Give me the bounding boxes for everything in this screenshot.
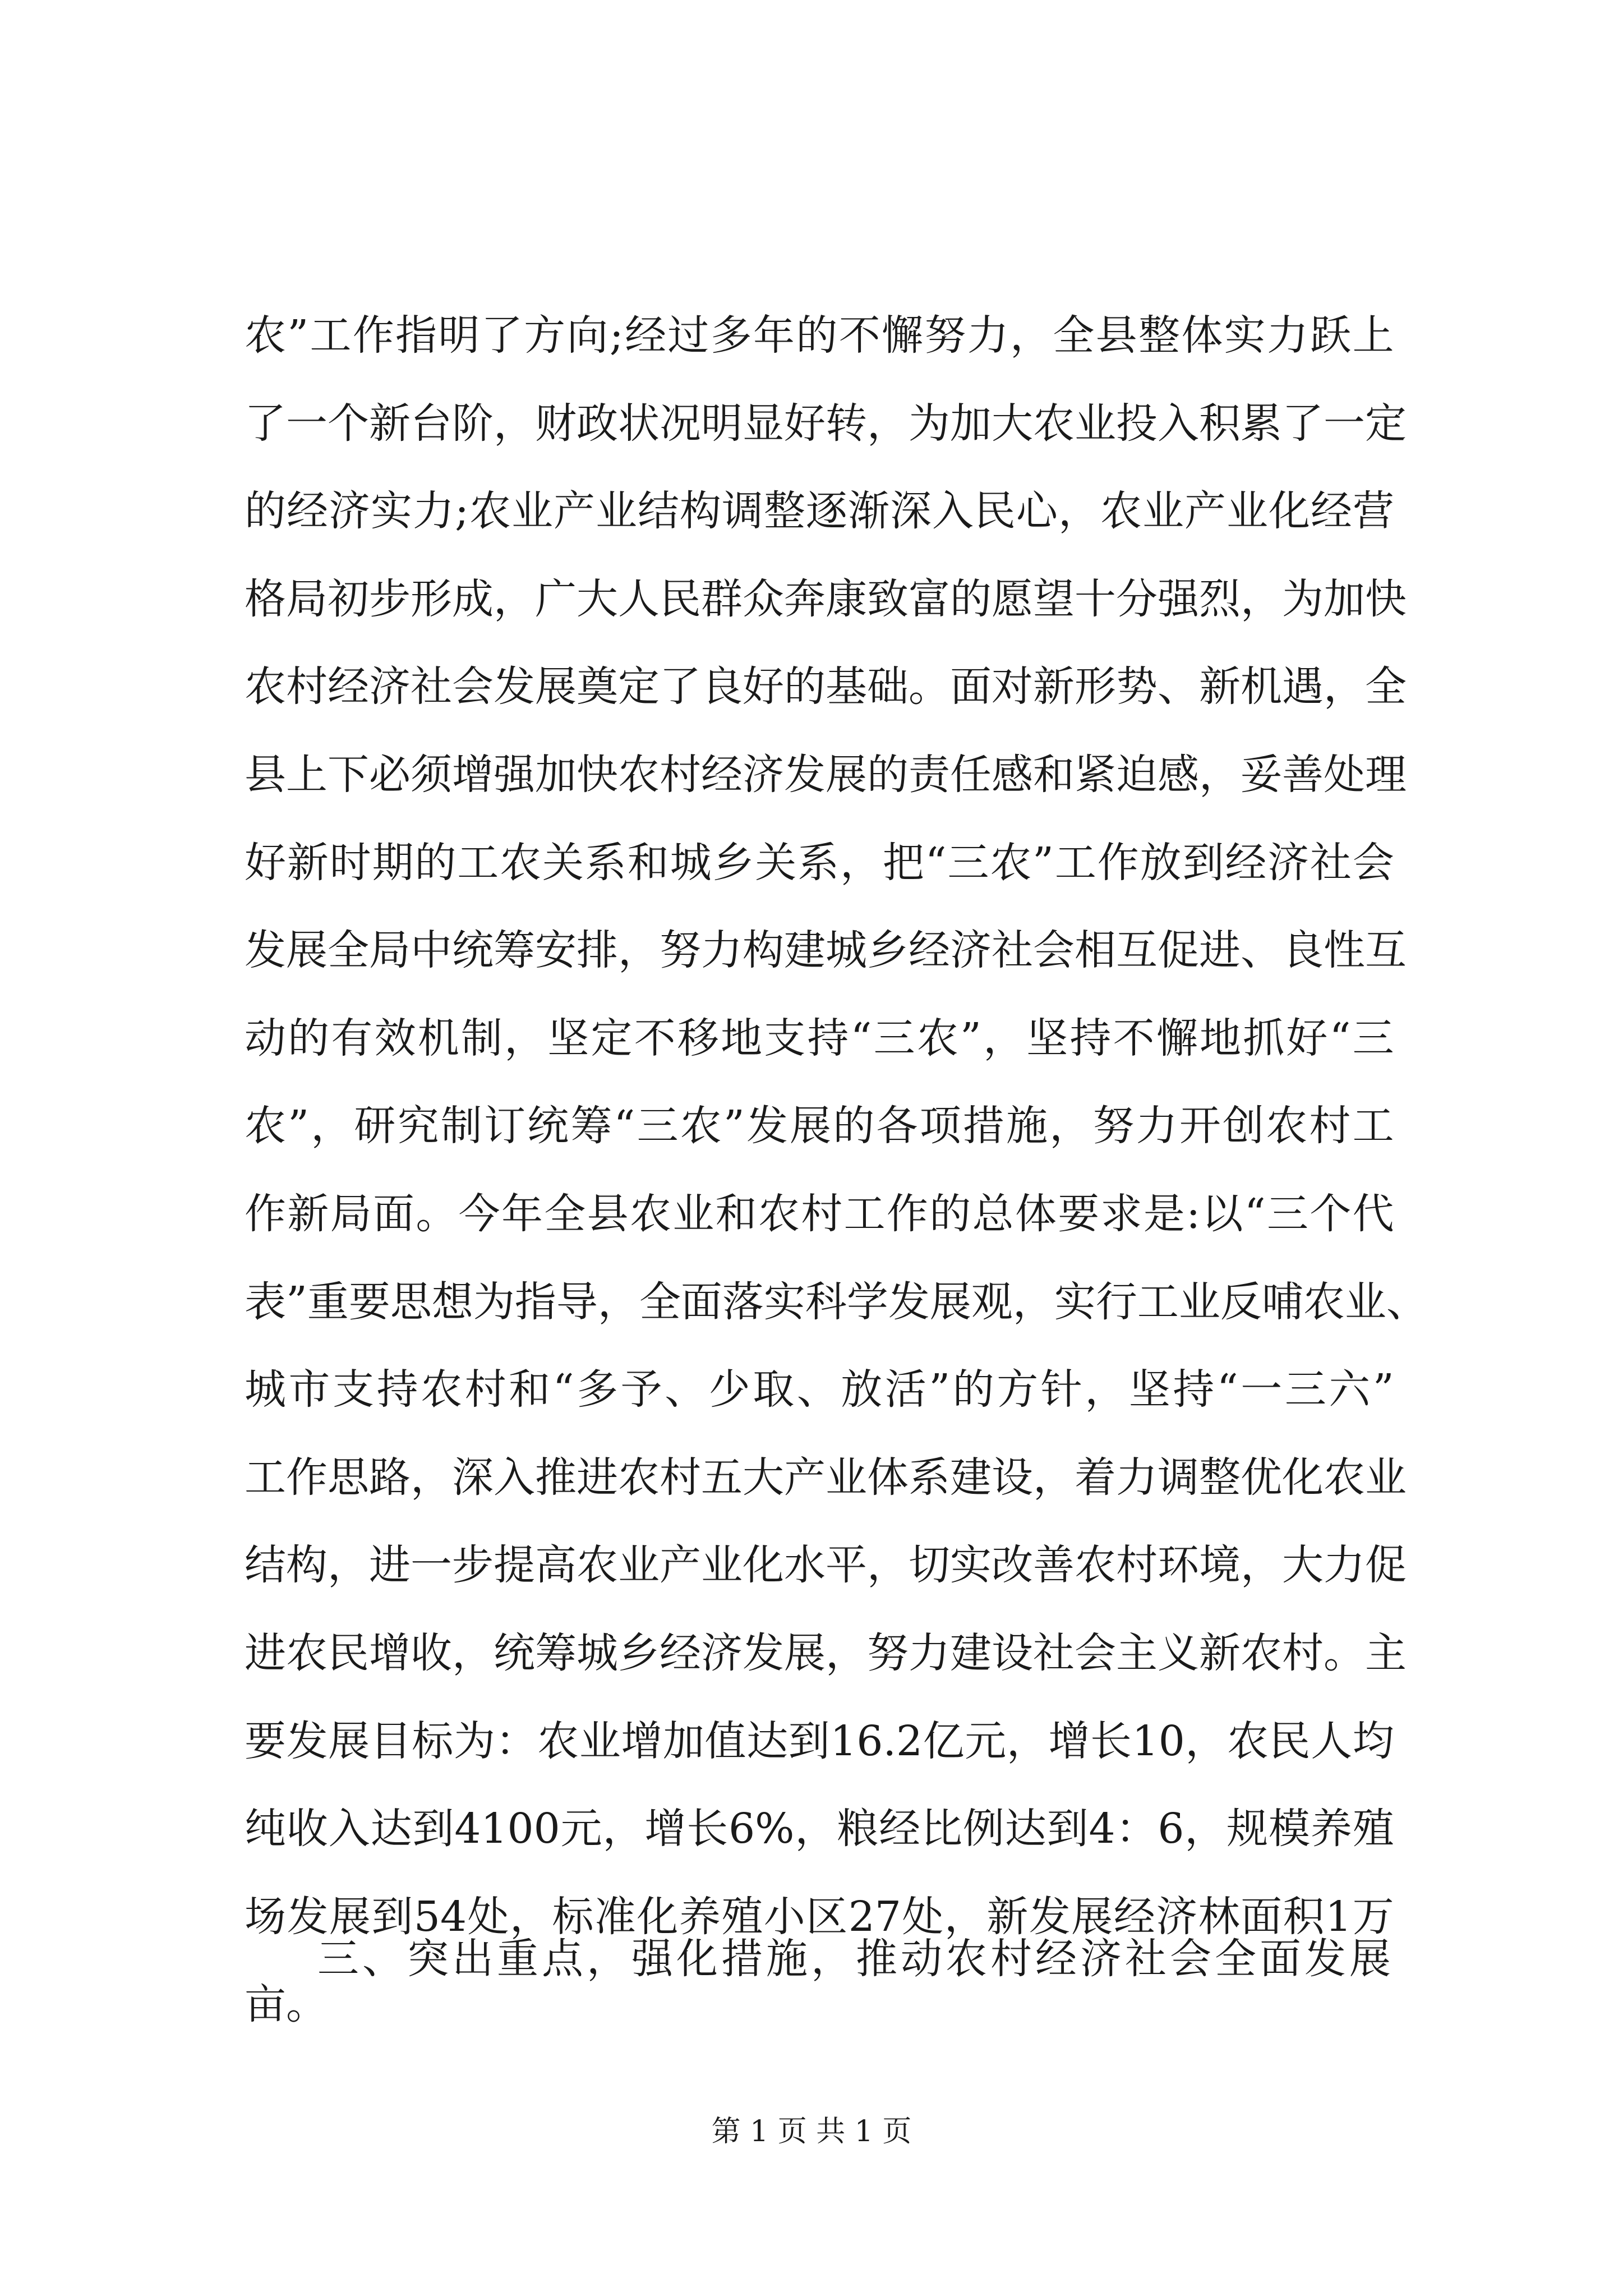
text-line: 城 市 支 持 农 村 和 “ 多 予 、 少 取 、 放 活 ” 的 方 针 ， 坚 持 “ 一 三 六 ”: [245, 1365, 1394, 1414]
text-line: 农 ” 工 作 指 明 了 方 向 ; 经 过 多 年 的 不 懈 努 力 ， 全 县 整 体 实 力 跃 上: [245, 311, 1394, 360]
text-line: 了 一 个 新 台 阶 ， 财 政 状 况 明 显 好 转 ， 为 加 大 农 业 投 入 积 累 了 一 定: [245, 399, 1407, 448]
text-line: 好 新 时 期 的 工 农 关 系 和 城 乡 关 系 ， 把 “ 三 农 ” 工 作 放 到 经 济 社 会: [245, 838, 1394, 887]
text-line: 结 构 ， 进 一 步 提 高 农 业 产 业 化 水 平 ， 切 实 改 善 农 村 环 境 ， 大 力 促: [245, 1541, 1407, 1590]
text-line: 要 发 展 目 标 为 ： 农 业 增 加 值 达 到 16.2 亿 元 ， 增 长 10 ， 农 民 人 均: [245, 1717, 1394, 1765]
text-line: 农 村 经 济 社 会 发 展 奠 定 了 良 好 的 基 础 。 面 对 新 形 势 、 新 机 遇 ， 全: [245, 662, 1407, 711]
text-line: 场 发 展 到 54 处 ， 标 准 化 养 殖 小 区 27 处 ， 新 发 展 经 济 林 面 积 1 万: [245, 1892, 1394, 1941]
text-line: 表 ” 重 要 思 想 为 指 导 ， 全 面 落 实 科 学 发 展 观 ， 实 行 工 业 反 哺 农 业 、: [245, 1277, 1428, 1326]
text-line: 格 局 初 步 形 成 ， 广 大 人 民 群 众 奔 康 致 富 的 愿 望 十 分 强 烈 ， 为 加 快: [245, 574, 1407, 623]
section-heading: 三、突出重点，强化措施，推动农村经济社会全面发展: [317, 1935, 1394, 1983]
body-paragraph: [245, 292, 1428, 2049]
text-line: 发 展 全 局 中 统 筹 安 排 ， 努 力 构 建 城 乡 经 济 社 会 相 互 促 进 、 良 性 互: [245, 926, 1407, 975]
text-line: 的 经 济 实 力 ; 农 业 产 业 结 构 调 整 逐 渐 深 入 民 心 ， 农 业 产 业 化 经 营: [245, 487, 1394, 536]
text-line: 工 作 思 路 ， 深 入 推 进 农 村 五 大 产 业 体 系 建 设 ， 着 力 调 整 优 化 农 业: [245, 1453, 1407, 1502]
text-line: 县 上 下 必 须 增 强 加 快 农 村 经 济 发 展 的 责 任 感 和 紧 迫 感 ， 妥 善 处 理: [245, 750, 1407, 799]
text-line: 进 农 民 增 收 ， 统 筹 城 乡 经 济 发 展 ， 努 力 建 设 社 会 主 义 新 农 村 。 主: [245, 1628, 1407, 1677]
text-line: 动 的 有 效 机 制 ， 坚 定 不 移 地 支 持 “ 三 农 ” ， 坚 持 不 懈 地 抓 好 “ 三: [245, 1014, 1394, 1062]
text-line: 纯 收 入 达 到 4100 元 ， 增 长 6% ， 粮 经 比 例 达 到 4 ： 6 ， 规 模 养 殖: [245, 1805, 1394, 1853]
text-line: 作 新 局 面 。 今 年 全 县 农 业 和 农 村 工 作 的 总 体 要 求 是 : 以 “ 三 个 代: [245, 1189, 1394, 1238]
page-footer: 第 1 页 共 1 页: [711, 2115, 912, 2148]
text-line: 农 ” ， 研 究 制 订 统 筹 “ 三 农 ” 发 展 的 各 项 措 施 ， 努 力 开 创 农 村 工: [245, 1102, 1394, 1151]
text-line: 亩 。: [245, 1980, 328, 2029]
